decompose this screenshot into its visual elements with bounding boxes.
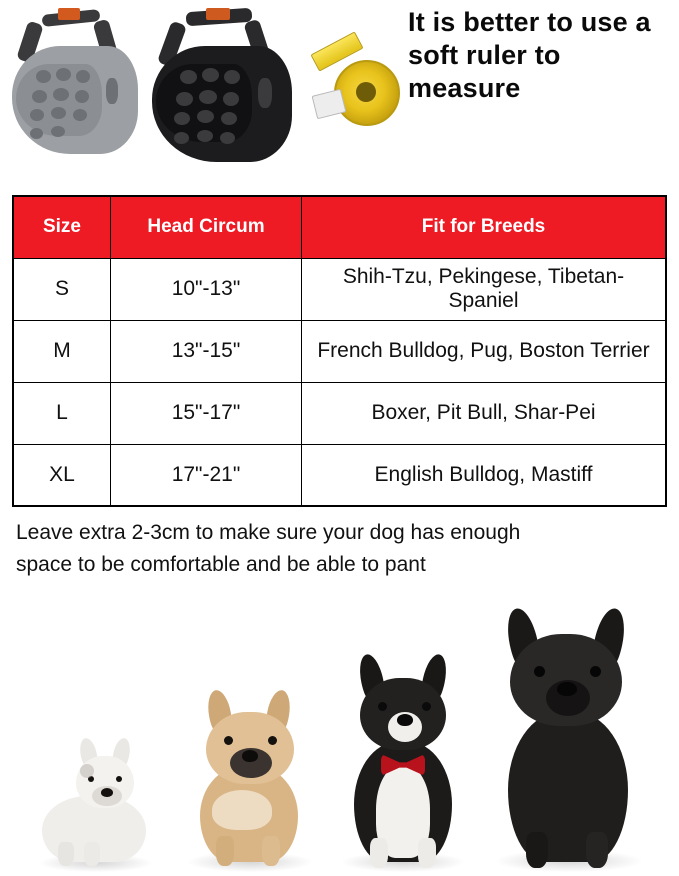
dog-leg: [216, 836, 234, 866]
muzzle-vent-hole: [76, 70, 90, 83]
muzzle-vent-hole: [56, 68, 71, 81]
grey-dog-muzzle: [6, 8, 146, 158]
cell-breeds: Shih-Tzu, Pekingese, Tibetan-Spaniel: [302, 258, 667, 320]
tape-roll: [334, 60, 400, 126]
dog-eye: [534, 666, 545, 677]
muzzle-vent-hole: [223, 92, 239, 106]
table-row: [13, 320, 666, 382]
dog-photo-row: [0, 586, 679, 876]
muzzle-vent-hole: [75, 90, 89, 103]
muzzle-vent-hole: [197, 130, 213, 142]
black-white-french-bulldog-with-bowtie-photo: [340, 654, 466, 868]
dog-leg: [84, 842, 100, 866]
dog-nose: [101, 788, 113, 797]
black-french-bulldog-photo: [492, 608, 644, 868]
dog-nose: [242, 750, 258, 762]
dog-leg: [586, 832, 608, 868]
size-chart-table: [12, 195, 667, 507]
cell-size: XL: [13, 444, 111, 506]
dog-leg: [418, 838, 436, 868]
dog-eye: [268, 736, 277, 745]
muzzle-vent-hole: [73, 109, 87, 121]
muzzle-vent-hole: [30, 109, 44, 121]
dog-leg: [370, 838, 388, 868]
dog-fur-patch: [80, 764, 94, 778]
header-circum: Head Circum: [111, 196, 302, 258]
cell-breeds: French Bulldog, Pug, Boston Terrier: [302, 320, 667, 382]
fawn-french-bulldog-photo: [186, 690, 314, 868]
muzzle-buckle: [58, 8, 80, 20]
muzzle-vent-hole: [180, 70, 197, 84]
muzzle-vent-hole: [221, 112, 237, 125]
cell-size: S: [13, 258, 111, 320]
dog-nose: [397, 714, 413, 726]
muzzle-vent-hole: [51, 107, 66, 119]
dog-eye: [422, 702, 431, 711]
table-row: [13, 258, 666, 320]
muzzle-vent-hole: [199, 90, 217, 104]
cell-circum: 17"-21": [111, 444, 302, 506]
dog-eye: [116, 776, 122, 782]
cell-breeds: English Bulldog, Mastiff: [302, 444, 667, 506]
muzzle-side-opening: [258, 78, 272, 108]
white-french-bulldog-photo: [36, 738, 156, 868]
muzzle-vent-hole: [220, 132, 235, 144]
sizing-note: [0, 507, 679, 580]
muzzle-vent-hole: [36, 70, 51, 83]
muzzle-vent-hole: [176, 92, 193, 106]
dog-eye: [224, 736, 233, 745]
dog-eye: [590, 666, 601, 677]
dog-leg: [262, 836, 280, 866]
muzzle-vent-hole: [174, 112, 190, 125]
table-row: [13, 382, 666, 444]
muzzle-vent-hole: [197, 110, 214, 123]
cell-breeds: Boxer, Pit Bull, Shar-Pei: [302, 382, 667, 444]
muzzle-vent-hole: [224, 70, 240, 84]
cell-size: M: [13, 320, 111, 382]
table-header-row: [13, 196, 666, 258]
cell-circum: 10"-13": [111, 258, 302, 320]
black-dog-muzzle: [146, 8, 306, 163]
table-row: [13, 444, 666, 506]
muzzle-side-opening: [106, 78, 118, 104]
muzzle-vent-hole: [51, 126, 65, 137]
product-image-group: [0, 0, 400, 195]
soft-tape-measure: [312, 30, 402, 140]
sizing-note-line-2: space to be comfortable and be able to pant: [16, 552, 426, 576]
dog-leg: [58, 842, 74, 866]
cell-circum: 13"-15": [111, 320, 302, 382]
dog-chest-patch: [212, 790, 272, 830]
muzzle-vent-hole: [202, 68, 219, 82]
muzzle-vent-hole: [32, 90, 47, 103]
muzzle-vent-hole: [174, 132, 189, 144]
muzzle-vent-hole: [53, 88, 69, 101]
header-breeds: Fit for Breeds: [302, 196, 667, 258]
dog-nose: [557, 682, 577, 696]
cell-size: L: [13, 382, 111, 444]
measure-instruction-text: It is better to use a soft ruler to measure: [408, 7, 651, 103]
sizing-note-line-1: Leave extra 2-3cm to make sure your dog has enough: [16, 521, 521, 544]
muzzle-buckle: [206, 8, 230, 20]
muzzle-vent-hole: [30, 128, 43, 139]
dog-leg: [526, 832, 548, 868]
dog-eye: [378, 702, 387, 711]
product-header: [0, 0, 679, 195]
cell-circum: 15"-17": [111, 382, 302, 444]
size-chart-section: [0, 195, 679, 507]
header-size: Size: [13, 196, 111, 258]
